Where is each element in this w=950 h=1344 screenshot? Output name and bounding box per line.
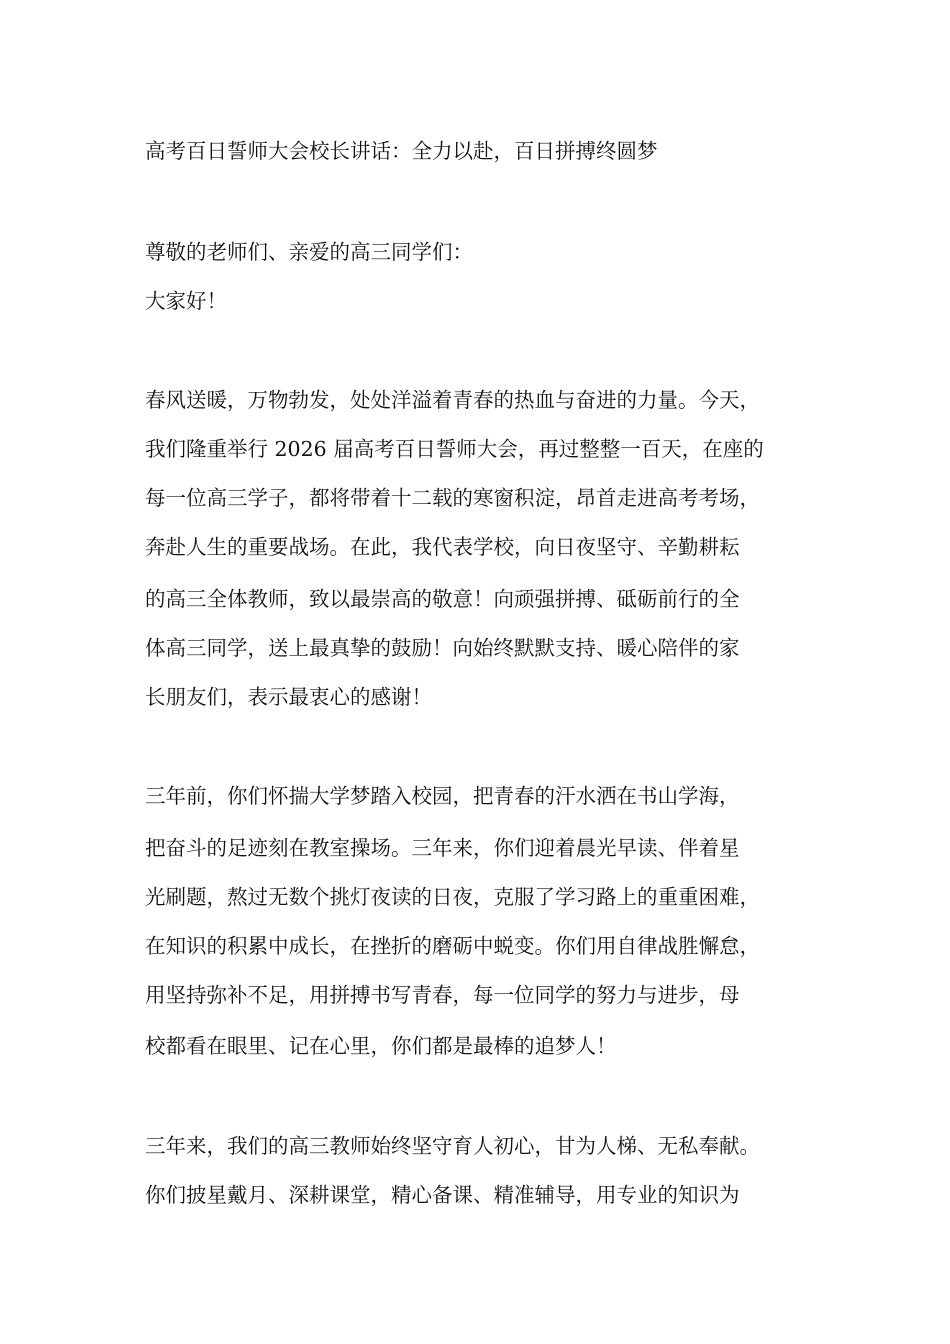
paragraph-line: 体高三同学，送上最真挚的鼓励！向始终默默支持、暖心陪伴的家 [145,636,740,660]
paragraph-line: 奔赴人生的重要战场。在此，我代表学校，向日夜坚守、辛勤耕耘 [145,535,740,559]
paragraph-line: 校都看在眼里、记在心里，你们都是最棒的追梦人！ [145,1034,617,1058]
document-title: 高考百日誓师大会校长讲话：全力以赴，百日拼搏终圆梦 [145,139,658,163]
paragraph-line: 三年来，我们的高三教师始终坚守育人初心，甘为人梯、无私奉献。 [145,1134,760,1158]
paragraph-line: 在知识的积累中成长，在挫折的磨砺中蜕变。你们用自律战胜懈怠， [145,934,760,958]
paragraph-line: 春风送暖，万物勃发，处处洋溢着青春的热血与奋进的力量。今天， [145,388,760,412]
paragraph-line: 你们披星戴月、深耕课堂，精心备课、精准辅导，用专业的知识为 [145,1183,740,1207]
paragraph-line: 光刷题，熬过无数个挑灯夜读的日夜，克服了学习路上的重重困难， [145,885,760,909]
greeting: 大家好！ [145,289,227,313]
paragraph-line: 三年前，你们怀揣大学梦踏入校园，把青春的汗水洒在书山学海， [145,784,740,808]
paragraph-line: 用坚持弥补不足，用拼搏书写青春，每一位同学的努力与进步，母 [145,983,740,1007]
paragraph-line: 长朋友们，表示最衷心的感谢！ [145,685,432,709]
paragraph-line: 我们隆重举行 2026 届高考百日誓师大会，再过整整一百天，在座的 [145,437,764,461]
paragraph-line: 每一位高三学子，都将带着十二载的寒窗积淀，昂首走进高考考场， [145,486,760,510]
paragraph-line: 把奋斗的足迹刻在教室操场。三年来，你们迎着晨光早读、伴着星 [145,836,740,860]
paragraph-line: 的高三全体教师，致以最崇高的敬意！向顽强拼搏、砥砺前行的全 [145,587,740,611]
salutation: 尊敬的老师们、亲爱的高三同学们： [145,240,473,264]
